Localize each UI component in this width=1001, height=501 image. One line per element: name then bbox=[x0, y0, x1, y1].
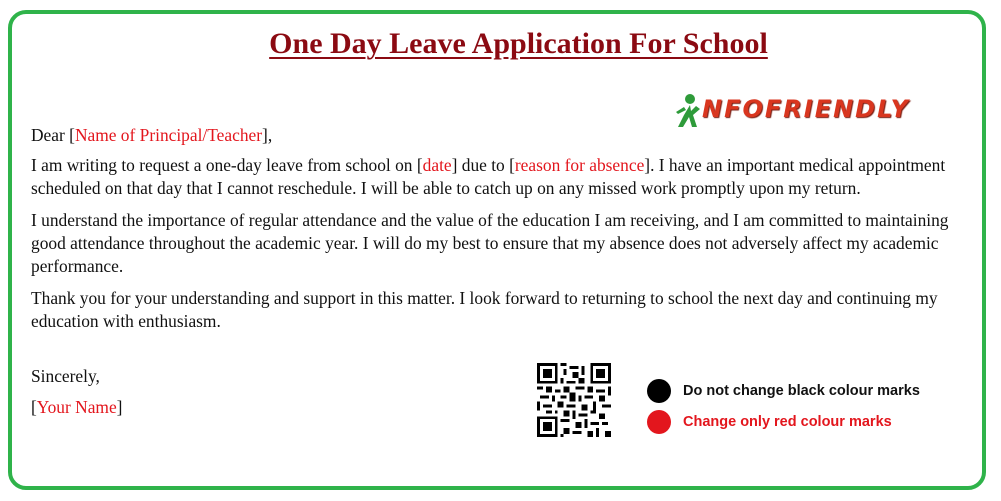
signature-open: [ bbox=[31, 397, 37, 417]
black-dot-icon bbox=[647, 379, 671, 403]
legend-black-text: Do not change black colour marks bbox=[683, 383, 920, 399]
signature-line bbox=[31, 397, 122, 418]
legend-red-row bbox=[647, 410, 892, 434]
date-placeholder: date bbox=[422, 155, 452, 175]
principal-name-placeholder: Name of Principal/Teacher bbox=[74, 125, 263, 145]
paragraph-thanks: Thank you for your understanding and support in this matter. I look forward to returning to school the next day and continuing my education with enthusiasm. bbox=[31, 288, 938, 331]
greeting-suffix: ], bbox=[262, 125, 273, 145]
p1-part1: I am writing to request a one-day leave from school on [ bbox=[31, 155, 423, 175]
p1-part2: ] due to [ bbox=[451, 155, 515, 175]
paragraph-request bbox=[31, 154, 961, 200]
brand-text: NFOFRIENDLY bbox=[702, 95, 911, 123]
greeting-prefix: Dear [ bbox=[31, 125, 75, 145]
your-name-placeholder: Your Name bbox=[36, 397, 117, 417]
legend-black-row bbox=[647, 379, 920, 403]
paragraph-attendance: I understand the importance of regular attendance and the value of the education I am receiving, and I am committed to maintaining good attendance throughout the academic year. I will do my best to ensure that my absence does not adversely affect my academic performance. bbox=[31, 210, 949, 276]
page-title: One Day Leave Application For School bbox=[269, 27, 768, 60]
qr-code-icon bbox=[537, 363, 611, 437]
greeting-line bbox=[31, 124, 961, 147]
legend-red-text: Change only red colour marks bbox=[683, 414, 892, 430]
signature-close: ] bbox=[116, 397, 123, 417]
p1-part3: ]. I have an important medical appointment scheduled on that day that I cannot reschedule. I will be able to catch up on any missed work promptly upon my return. bbox=[31, 155, 946, 198]
page-title-wrapper bbox=[0, 27, 1001, 61]
reason-placeholder: reason for absence bbox=[514, 155, 645, 175]
closing-text: Sincerely, bbox=[31, 366, 100, 386]
red-dot-icon bbox=[647, 410, 671, 434]
letter-body bbox=[31, 124, 961, 342]
